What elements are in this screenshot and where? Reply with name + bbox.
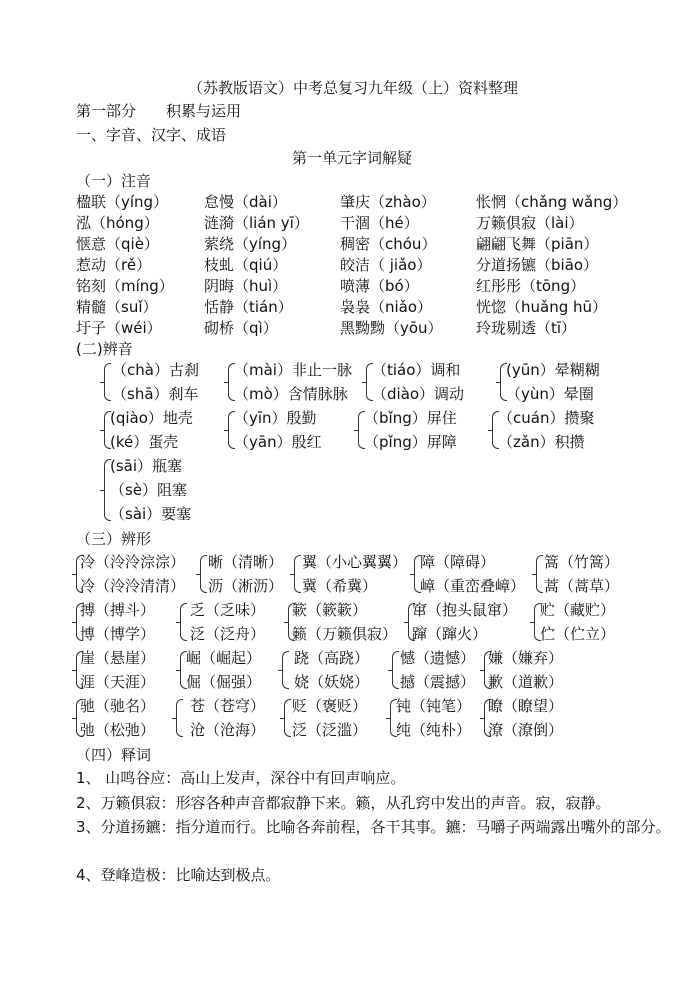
bianyin-line: （pǐng）屏障 [364, 433, 457, 451]
bianyin-line: （sè）阻塞 [110, 481, 188, 499]
zhuyin-entry: 干涸（hé） [340, 214, 419, 232]
bianxing-line: 冀（希冀） [302, 577, 378, 595]
bianxing-line: 障（障碍） [420, 553, 496, 571]
zhuyin-entry: 铭刻（míng） [76, 277, 174, 295]
zhuyin-row [76, 296, 676, 317]
bianxing-line: 蒿（蒿草） [544, 577, 620, 595]
bianyin-line: （mò）含情脉脉 [234, 385, 348, 403]
shici-item: 3、分道扬鑣：指分道而行。比喻各奔前程，各干其事。鑣：马嚼子两端露出嘴外的部分。 [76, 818, 671, 836]
zhuyin-entry: 惹动（rě） [76, 256, 152, 274]
bianxing-line: 瞭（瞭望） [488, 697, 564, 715]
bianyin-line: （bǐng）屏住 [364, 409, 457, 427]
bianyin-line: （tiáo）调和 [372, 361, 461, 379]
bianxing-line: 晰（清晰） [208, 553, 284, 571]
shici-heading: （四）释词 [76, 746, 152, 764]
bianxing-line: 钝（钝笔） [396, 697, 472, 715]
bianyin-line: （sài）要塞 [110, 505, 192, 523]
bianxing-line: 憾（遗憾） [400, 649, 476, 667]
bianyin-line: (yūn）晕糊糊 [506, 361, 600, 379]
bianxing-line: 篙（竹篙） [544, 553, 620, 571]
bianxing-line: 沧（沧海） [190, 721, 266, 739]
zhuyin-row [76, 317, 676, 338]
bianxing-line: 伫（伫立） [540, 625, 616, 643]
zhuyin-entry: 枝虬（qiú） [204, 256, 288, 274]
brace-icon [284, 699, 291, 737]
bianxing-line: 倔（倔强） [186, 673, 262, 691]
part-heading: 第一部分 积累与运用 [76, 102, 242, 120]
bianyin-line: (ké）蛋壳 [110, 433, 179, 451]
bianxing-heading: （三）辨形 [76, 530, 152, 548]
zhuyin-entry: 红彤彤（tōng） [476, 277, 586, 295]
zhuyin-entry: 恍惚（huǎng hū） [476, 298, 608, 316]
zhuyin-entry: 稠密（chóu） [340, 235, 437, 253]
bianyin-line: (sāi）瓶塞 [110, 457, 183, 475]
bianxing-line: 崖（悬崖） [80, 649, 156, 667]
bianxing-line: 崛（崛起） [186, 649, 262, 667]
zhuyin-entry: 怅惘（chǎng wǎng） [476, 193, 628, 211]
bianxing-line: 博（博学） [80, 625, 156, 643]
unit-title: 第一单元字词解疑 [292, 149, 413, 167]
brace-icon [176, 699, 183, 737]
document-title: （苏教版语文）中考总复习九年级（上）资料整理 [188, 79, 519, 97]
zhuyin-entry: 楹联（yíng） [76, 193, 169, 211]
zhuyin-row [76, 254, 676, 275]
bianyin-line: (qiào）地壳 [110, 409, 193, 427]
zhuyin-entry: 怠慢（dài） [204, 193, 287, 211]
bianyin-line: （diào）调动 [372, 385, 465, 403]
zhuyin-entry: 皎洁（ jiǎo） [340, 256, 432, 274]
bianxing-line: 嶂（重峦叠嶂） [420, 577, 526, 595]
bianxing-line: 苍（苍穹） [190, 697, 266, 715]
brace-icon [392, 651, 399, 689]
bianxing-line: 冷（泠泠清清） [80, 577, 186, 595]
bianyin-line: （zǎn）积攒 [498, 433, 585, 451]
bianxing-line: 驰（驰名） [80, 697, 156, 715]
zhuyin-entry: 黑黝黝（yōu） [340, 319, 443, 337]
bianxing-line: 贬（褒贬） [292, 697, 368, 715]
brace-icon [180, 603, 187, 641]
bianxing-line: 泠（泠泠淙淙） [80, 553, 186, 571]
zhuyin-entry: 涟漪（lián yī） [204, 214, 309, 232]
zhuyin-entry: 恬静（tián） [204, 298, 293, 316]
zhuyin-entry: 砌桥（qì） [204, 319, 278, 337]
shici-item: 4、登峰造极：比喻达到极点。 [76, 866, 281, 884]
bianxing-line: 泛（泛滥） [292, 721, 368, 739]
zhuyin-entry: 惬意（qiè） [76, 235, 159, 253]
bianyin-line: （cuán）攒聚 [498, 409, 595, 427]
bianxing-line: 跷（高跷） [294, 649, 370, 667]
bianyin-line: （mài）非止一脉 [234, 361, 352, 379]
zhuyin-entry: 圩子（wéi） [76, 319, 162, 337]
zhuyin-entry: 袅袅（niǎo） [340, 298, 433, 316]
zhuyin-entry: 泓（hóng） [76, 214, 159, 232]
zhuyin-row [76, 191, 676, 212]
bianxing-line: 搏（搏斗） [80, 601, 156, 619]
zhuyin-heading: （一）注音 [76, 172, 152, 190]
zhuyin-entry: 阴晦（huì） [204, 277, 288, 295]
bianxing-line: 沥（淅沥） [208, 577, 284, 595]
bianxing-line: 潦（潦倒） [488, 721, 564, 739]
zhuyin-entry: 翩翩飞舞（piān） [476, 235, 599, 253]
zhuyin-entry: 精髓（suǐ） [76, 298, 158, 316]
bianyin-line: （yùn）晕圈 [506, 385, 594, 403]
brace-icon [104, 363, 111, 401]
zhuyin-entry: 喷薄（bó） [340, 277, 419, 295]
bianyin-heading: (二)辨音 [76, 340, 133, 358]
zhuyin-entry: 肇庆（zhào） [340, 193, 436, 211]
brace-icon [536, 555, 543, 593]
shici-item: 1、 山鸣谷应：高山上发声，深谷中有回声响应。 [76, 769, 406, 787]
brace-icon [294, 555, 301, 593]
bianxing-line: 弛（松弛） [80, 721, 156, 739]
bianxing-line: 籁（万籁俱寂） [292, 625, 398, 643]
bianxing-line: 窜（抱头鼠窜） [412, 601, 518, 619]
bianxing-line: 贮（藏贮） [540, 601, 616, 619]
bianyin-line: （chà）古刹 [112, 361, 199, 379]
zhuyin-row [76, 275, 676, 296]
brace-icon [200, 555, 207, 593]
bianyin-line: （shā）刹车 [112, 385, 199, 403]
bianyin-line: （yān）殷红 [234, 433, 322, 451]
brace-icon [282, 651, 289, 689]
bianxing-line: 泛（泛舟） [190, 625, 266, 643]
bianxing-line: 纯（纯朴） [396, 721, 472, 739]
zhuyin-row [76, 233, 676, 254]
shici-item: 2、万籁俱寂：形容各种声音都寂静下来。籁，从孔窍中发出的声音。寂，寂静。 [76, 794, 611, 812]
bianxing-line: 乏（乏味） [190, 601, 266, 619]
zhuyin-entry: 玲珑剔透（tī） [476, 319, 577, 337]
bianxing-line: 撼（震撼） [400, 673, 476, 691]
bianxing-line: 娆（妖娆） [294, 673, 370, 691]
bianxing-line: 簌（簌簌） [292, 601, 368, 619]
bianxing-line: 翼（小心翼翼） [302, 553, 408, 571]
zhuyin-entry: 萦绕（yíng） [204, 235, 297, 253]
zhuyin-entry: 分道扬镳（biāo） [476, 256, 599, 274]
bianxing-line: 嫌（嫌弃） [488, 649, 564, 667]
zhuyin-row [76, 212, 676, 233]
bianxing-line: 蹿（蹿火） [412, 625, 488, 643]
section-heading: 一、字音、汉字、成语 [76, 126, 227, 144]
zhuyin-entry: 万籁俱寂（lài） [476, 214, 584, 232]
bianxing-line: 歉（道歉） [488, 673, 564, 691]
bianxing-line: 涯（天涯） [80, 673, 156, 691]
bianyin-line: （yīn）殷勤 [234, 409, 317, 427]
